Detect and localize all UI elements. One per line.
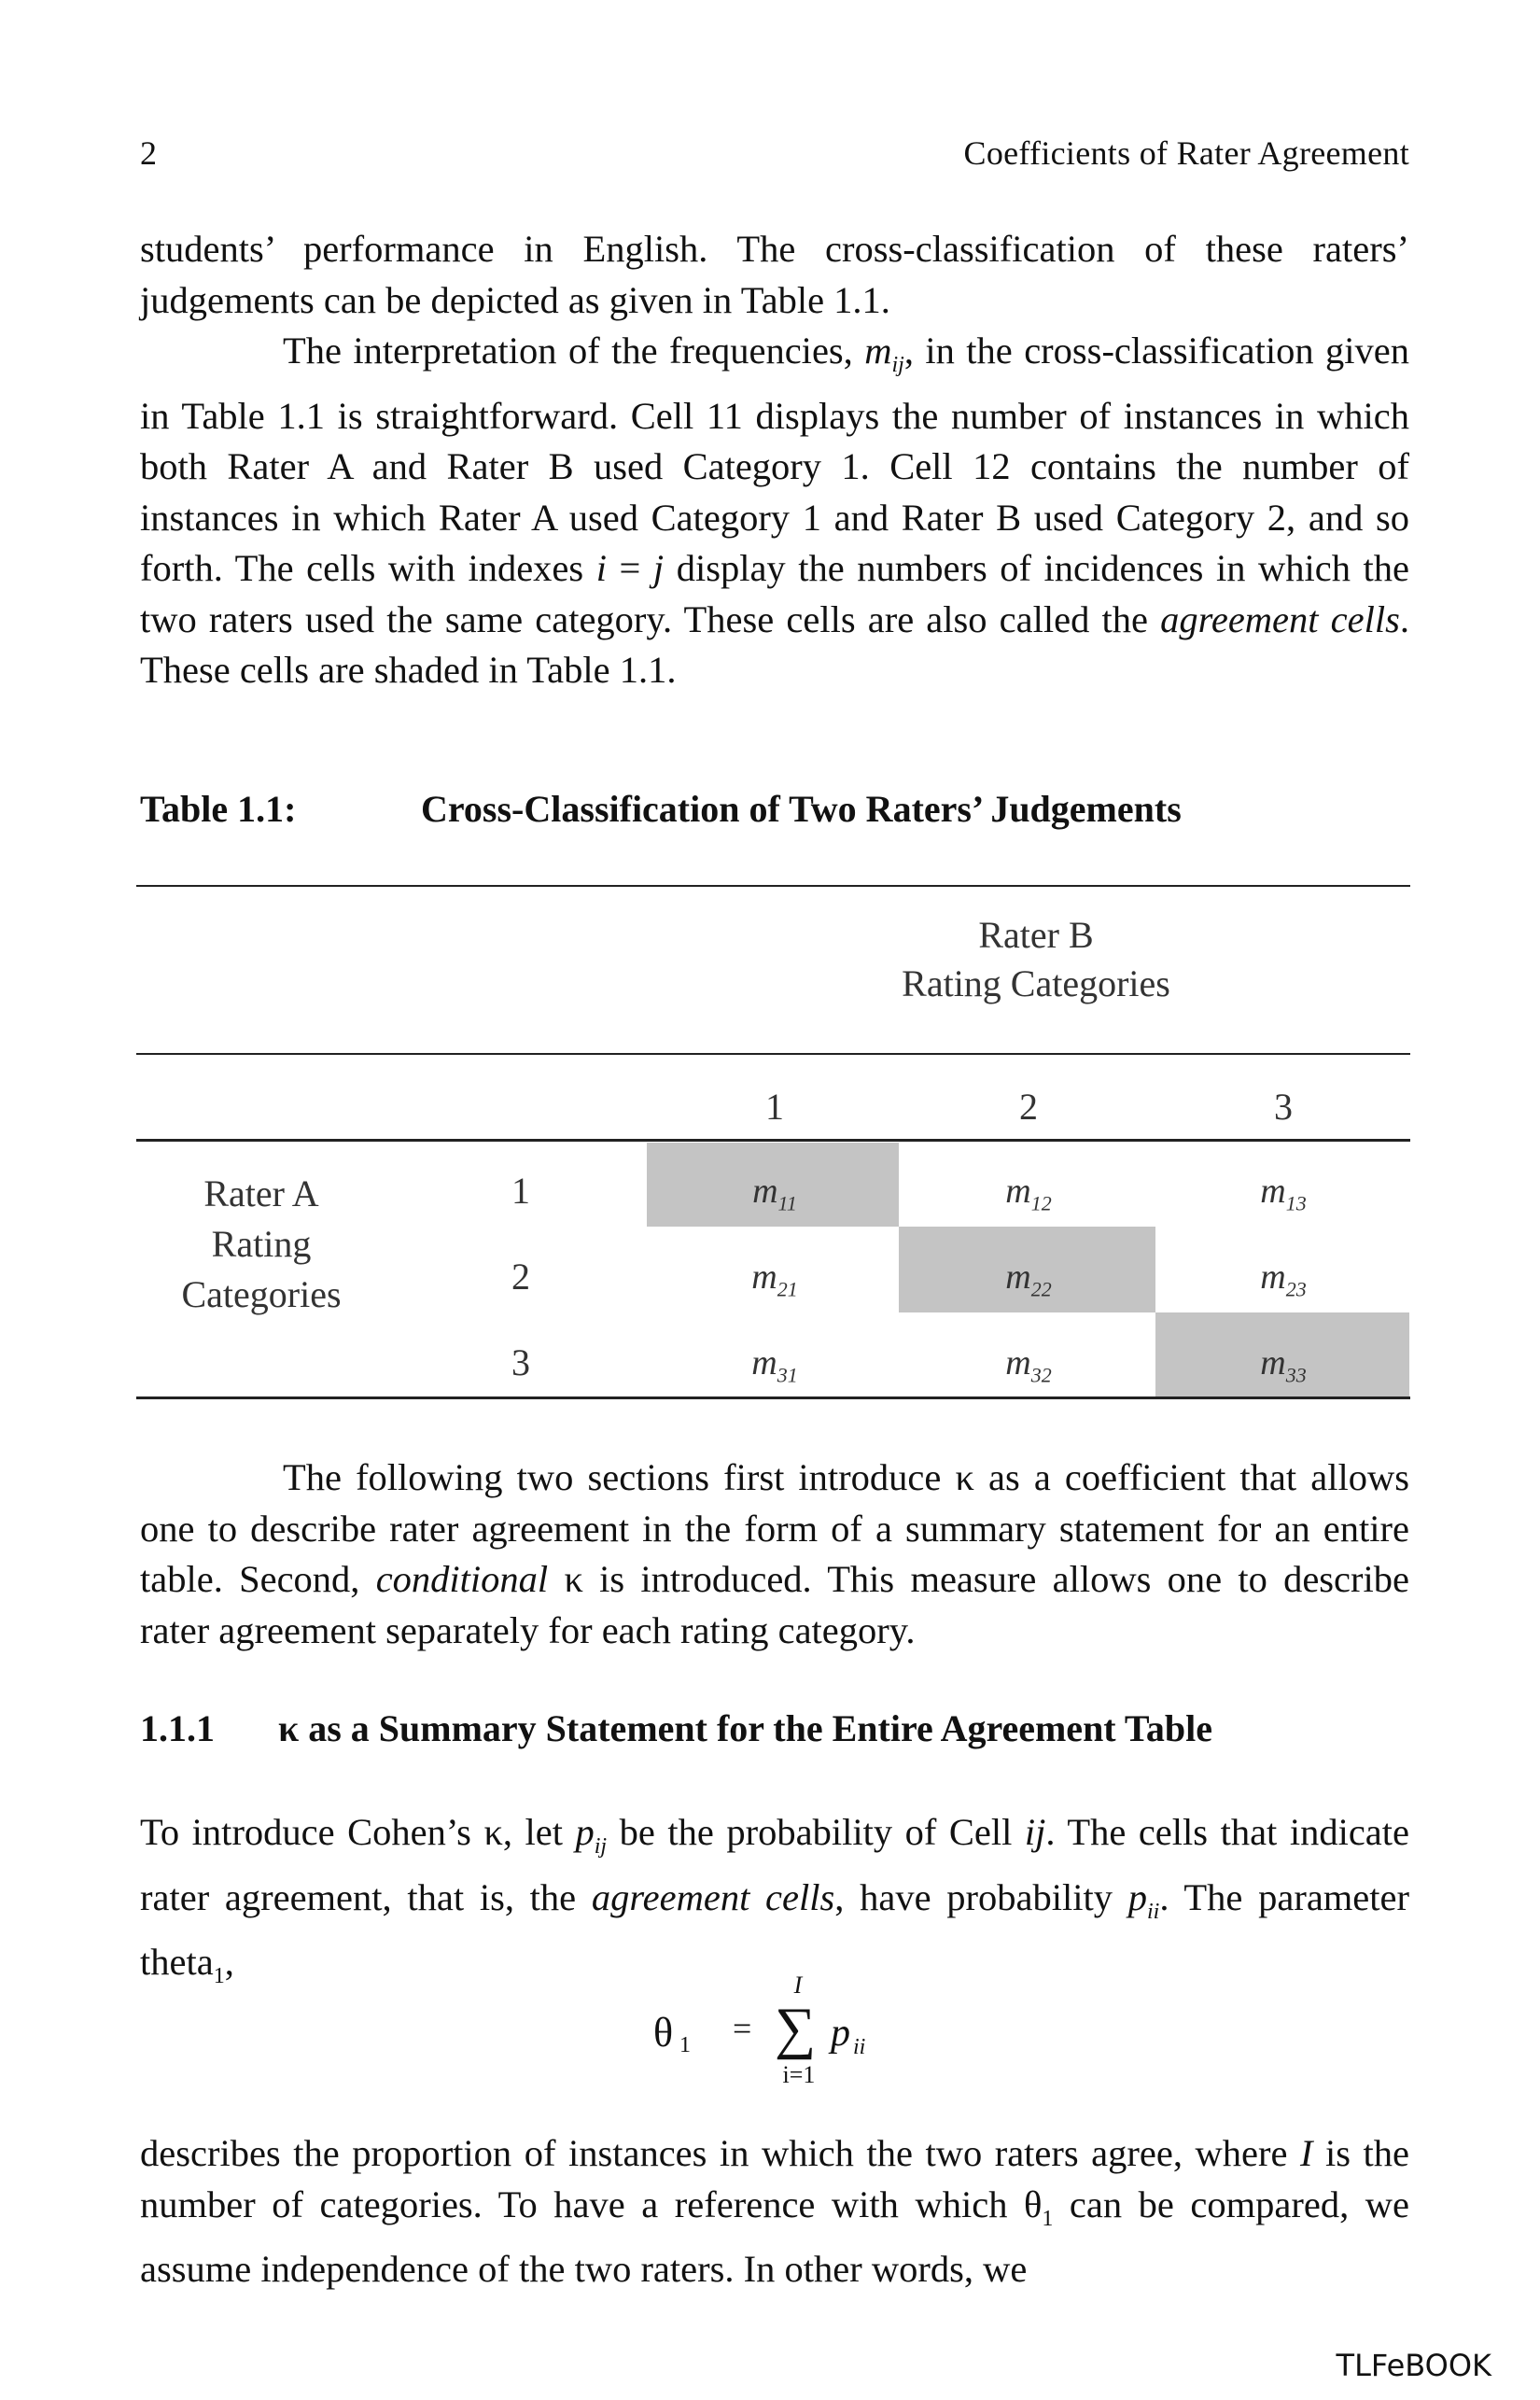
row-header (140, 1169, 383, 1320)
equals-sign: = (606, 547, 653, 590)
cell-m31: $m_{31}$ (751, 1343, 798, 1387)
formula-sigma: ∑ (775, 1997, 817, 2060)
cell-m22: $m_{22}$ (1005, 1257, 1052, 1301)
describes-theta: θ (1023, 2182, 1043, 2225)
cell-m13: $m_{13}$ (1260, 1172, 1307, 1215)
m-ij-subscript: ij (891, 353, 904, 378)
table-bottom-rule (136, 1396, 1410, 1399)
cohen-text-6: . The parameter theta (140, 1875, 1409, 1984)
table-header-rule (136, 1053, 1410, 1055)
cohen-text-1: To introduce Cohen’s (140, 1811, 484, 1853)
col-label-3: 3 (1274, 1086, 1293, 1128)
intro-paragraph (140, 224, 1409, 326)
cohen-text-7: , (224, 1941, 234, 1984)
cell-m23: $m_{23}$ (1260, 1257, 1307, 1301)
cell-m33: $m_{33}$ (1260, 1343, 1307, 1387)
theta-formula (644, 1972, 905, 2093)
following-text-1: The following two sections first introduce (283, 1456, 956, 1498)
formula-equals: = (733, 2010, 752, 2047)
formula-p-subscript: ii (853, 2035, 866, 2059)
conditional-term: conditional (375, 1558, 549, 1600)
running-head-title: Coefficients of Rater Agreement (963, 134, 1409, 172)
row-label-3: 3 (511, 1341, 530, 1383)
formula-lower-limit: i=1 (782, 2061, 816, 2088)
following-paragraph (140, 1453, 1409, 1656)
index-j: j (652, 547, 665, 590)
p-ij-symbol: p (575, 1811, 595, 1853)
cohen-kappa: κ (483, 1811, 503, 1853)
cohen-text-5: , have probability (834, 1875, 1128, 1918)
p-ii-subscript: ii (1146, 1899, 1160, 1924)
col-header-rater-b: Rater B (978, 914, 1094, 956)
interp-text-3: display the numbers of incidences in which the two raters used the same category. These cells are also called the (140, 547, 1409, 640)
interp-text-1: The interpretation of the frequencies, (283, 330, 865, 372)
describes-text-3: can be compared, we assume independence of the two raters. In other words, we (140, 2182, 1409, 2291)
describes-text-1: describes the proportion of instances in which the two raters agree, where (140, 2132, 1300, 2174)
table-label: Table 1.1: (140, 788, 297, 830)
describes-paragraph (140, 2128, 1409, 2295)
cell-m32: $m_{32}$ (1005, 1343, 1052, 1387)
following-text-2: as a coefficient that allows one to describe rater agreement in the form of a summary statement for an entire table. Second, (140, 1456, 1409, 1600)
cohen-text-4: . The cells that indicate rater agreement, that is, the (140, 1811, 1410, 1918)
following-text-4: is introduced. This measure allows one to describe rater agreement separately for each rating category. (140, 1558, 1409, 1651)
formula-theta: θ (653, 2010, 674, 2056)
col-header-rating-categories: Rating Categories (902, 962, 1170, 1004)
agreement-cells-term-2: agreement cells (591, 1875, 835, 1918)
intro-text: students’ performance in English. The cross-classification of these raters’ judgements can be depicted as given in Table 1.1. (140, 228, 1409, 321)
formula-upper-limit: I (793, 1972, 803, 1999)
col-label-1: 1 (765, 1086, 784, 1128)
symbol-I: I (1299, 2132, 1313, 2174)
row-label-1: 1 (511, 1170, 530, 1212)
table-col-label-rule (136, 1139, 1410, 1142)
section-title (278, 1706, 1212, 1750)
cell-ij: ij (1024, 1811, 1046, 1853)
interp-text-4: . These cells are shaded in Table 1.1. (140, 597, 1409, 692)
describes-theta-subscript: 1 (1042, 2206, 1054, 2231)
formula-p: p (831, 2012, 850, 2055)
cohen-text-3: be the probability of Cell (607, 1811, 1025, 1853)
section-number: 1.1.1 (140, 1707, 215, 1749)
row-header-categories: Categories (181, 1273, 342, 1315)
cell-m21: $m_{21}$ (751, 1257, 798, 1301)
running-header (140, 133, 1409, 178)
interpretation-paragraph (140, 326, 1409, 696)
describes-text-2: is the number of categories. To have a reference with which (140, 2132, 1409, 2225)
kappa-symbol-2: κ (564, 1558, 583, 1600)
col-label-2: 2 (1019, 1086, 1038, 1128)
interp-text-2: , in the cross-classification given in Table 1.1 is straightforward. Cell 11 displays the number of instances in which both Rater A and Rater B used Category 1. Cell 12 contains the number of instances in which Rater A used Category 1 and Rater B used Category 2, and so forth. The cells with indexes (140, 330, 1410, 590)
p-ii-symbol: p (1127, 1875, 1147, 1918)
row-header-rater-a: Rater A (203, 1172, 319, 1214)
agreement-cells-term: agreement cells (1160, 597, 1400, 640)
section-title-text: as a Summary Statement for the Entire Agreement Table (299, 1707, 1213, 1749)
table-title: Cross-Classification of Two Raters’ Judgements (421, 788, 1182, 830)
m-ij-symbol: m (864, 330, 892, 372)
row-label-2: 2 (511, 1256, 530, 1298)
p-ij-subscript: ij (594, 1834, 608, 1860)
section-kappa: κ (278, 1707, 300, 1749)
page-number: 2 (140, 134, 157, 172)
theta-subscript: 1 (213, 1964, 225, 1989)
row-header-rating: Rating (211, 1223, 312, 1265)
footer-watermark: TLFeBOOK (1336, 2348, 1491, 2383)
kappa-symbol: κ (955, 1456, 974, 1498)
index-i: i (595, 547, 607, 590)
formula-theta-subscript: 1 (679, 2033, 691, 2057)
table-top-rule (136, 885, 1410, 887)
cell-m12: $m_{12}$ (1005, 1172, 1052, 1215)
cohen-text-2: , let (502, 1811, 576, 1853)
cell-m11: $m_{11}$ (752, 1172, 797, 1215)
